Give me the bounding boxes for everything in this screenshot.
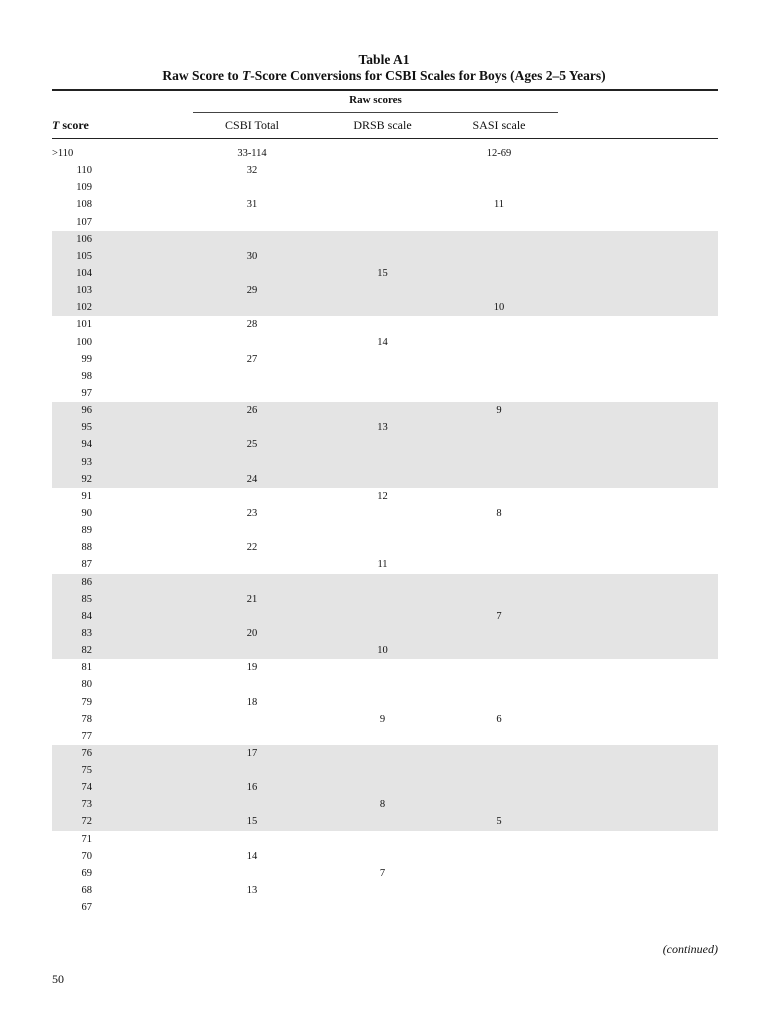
table-row — [52, 299, 718, 316]
top-rule — [52, 89, 718, 91]
table-row — [52, 505, 718, 522]
t-score-cell: 91 — [81, 490, 92, 502]
table-title — [0, 52, 768, 84]
table-row — [52, 574, 718, 591]
table-row — [52, 625, 718, 642]
table-row — [52, 659, 718, 676]
t-score-cell: 107 — [76, 216, 92, 228]
t-score-cell: 99 — [81, 353, 92, 365]
t-score-cell: 87 — [81, 559, 92, 571]
drsb-scale-cell: 11 — [377, 559, 388, 571]
csbi-total-cell: 25 — [246, 439, 258, 451]
drsb-scale-cell: 12 — [377, 490, 388, 502]
csbi-total-cell: 18 — [246, 696, 258, 708]
sasi-scale-cell: 8 — [496, 507, 502, 519]
continued-note: (continued) — [662, 942, 718, 956]
sasi-scale-cell: 11 — [493, 199, 505, 211]
group-header-raw-scores: Raw scores — [349, 94, 402, 106]
column-header-sasi-scale: SASI scale — [472, 118, 526, 132]
t-italic: T — [52, 118, 60, 132]
table-row — [52, 145, 718, 162]
table-row — [52, 608, 718, 625]
t-score-cell: 84 — [81, 610, 92, 622]
table-row — [52, 454, 718, 471]
table-row — [52, 402, 718, 419]
table-row — [52, 539, 718, 556]
t-score-cell: 100 — [76, 336, 92, 348]
table-row — [52, 214, 718, 231]
drsb-scale-cell: 7 — [379, 867, 386, 879]
table-row — [52, 728, 718, 745]
csbi-total-cell: 31 — [246, 199, 258, 211]
csbi-total-cell: 29 — [246, 285, 258, 297]
csbi-total-cell: 14 — [246, 850, 258, 862]
table-row — [52, 865, 718, 882]
table-row — [52, 591, 718, 608]
t-score-cell: 85 — [81, 593, 92, 605]
sasi-scale-cell: 6 — [496, 713, 502, 725]
sasi-scale-cell: 5 — [496, 816, 502, 828]
csbi-total-cell: 21 — [246, 593, 258, 605]
t-score-cell: 106 — [76, 233, 92, 245]
t-score-cell: 74 — [81, 782, 92, 794]
page-number: 50 — [52, 972, 64, 986]
t-score-cell: 73 — [81, 799, 92, 811]
caption-italic: T — [242, 68, 251, 83]
t-score-cell: 109 — [76, 182, 92, 194]
table-row — [52, 711, 718, 728]
table-row — [52, 282, 718, 299]
t-score-cell: 71 — [81, 833, 92, 845]
header-rule — [52, 138, 718, 139]
t-score-cell: 69 — [81, 867, 92, 879]
drsb-scale-cell: 15 — [377, 267, 388, 279]
t-score-cell: 75 — [81, 765, 92, 777]
t-score-cell: 77 — [81, 730, 92, 742]
table-body — [52, 145, 718, 916]
t-score-cell: 83 — [81, 627, 92, 639]
t-score-cell: 68 — [81, 885, 92, 897]
t-score-cell: 96 — [81, 405, 92, 417]
drsb-scale-cell: 13 — [377, 422, 388, 434]
sasi-scale-cell: 7 — [496, 610, 502, 622]
table-row — [52, 779, 718, 796]
table-row — [52, 316, 718, 333]
t-score-cell: 78 — [81, 713, 92, 725]
csbi-total-cell: 22 — [246, 542, 258, 554]
table-row — [52, 436, 718, 453]
drsb-scale-cell: 14 — [377, 336, 388, 348]
t-score-cell: 89 — [81, 525, 92, 537]
table-row — [52, 848, 718, 865]
t-score-cell: 104 — [76, 267, 92, 279]
table-row — [52, 882, 718, 899]
t-score-cell: 76 — [81, 747, 92, 759]
t-score-cell: 79 — [81, 696, 92, 708]
drsb-scale-cell: 8 — [379, 799, 386, 811]
t-score-cell: 82 — [81, 645, 92, 657]
table-row — [52, 813, 718, 830]
sasi-scale-cell: 12-69 — [486, 148, 512, 159]
t-score-cell: 95 — [81, 422, 92, 434]
csbi-total-cell: 17 — [246, 747, 258, 759]
table-row — [52, 179, 718, 196]
t-score-cell: 103 — [76, 285, 92, 297]
csbi-total-cell: 33-114 — [237, 148, 267, 159]
table-row — [52, 556, 718, 573]
drsb-scale-cell: 10 — [377, 645, 388, 657]
t-score-cell: 98 — [81, 370, 92, 382]
t-score-cell: 101 — [76, 319, 92, 331]
table-row — [52, 196, 718, 213]
table-row — [52, 745, 718, 762]
group-header-rule — [193, 112, 558, 113]
caption-prefix: Raw Score to — [162, 68, 242, 83]
t-score-cell: >110 — [52, 148, 74, 159]
table-row — [52, 694, 718, 711]
sasi-scale-cell: 10 — [493, 302, 505, 314]
t-score-cell: 97 — [81, 387, 92, 399]
t-rest: score — [59, 118, 89, 132]
t-score-cell: 81 — [81, 662, 92, 674]
t-score-cell: 110 — [76, 165, 92, 177]
table-row — [52, 334, 718, 351]
t-score-cell: 70 — [81, 850, 92, 862]
table-row — [52, 385, 718, 402]
table-row — [52, 162, 718, 179]
csbi-total-cell: 32 — [246, 165, 258, 177]
table-number: Table A1 — [358, 52, 410, 67]
column-header-drsb-scale: DRSB scale — [353, 118, 412, 132]
caption-suffix: -Score Conversions for CSBI Scales for Boys (Ages 2–5 Years) — [250, 68, 606, 83]
t-score-cell: 86 — [81, 576, 92, 588]
csbi-total-cell: 24 — [246, 473, 258, 485]
csbi-total-cell: 26 — [246, 405, 258, 417]
csbi-total-cell: 20 — [246, 627, 258, 639]
table-row — [52, 419, 718, 436]
t-score-cell: 92 — [81, 473, 92, 485]
t-score-cell: 80 — [81, 679, 92, 691]
table-row — [52, 248, 718, 265]
t-score-cell: 108 — [76, 199, 92, 211]
table-caption — [0, 68, 768, 84]
table-row — [52, 642, 718, 659]
table-row — [52, 471, 718, 488]
table-row — [52, 796, 718, 813]
table-row — [52, 488, 718, 505]
table-row — [52, 522, 718, 539]
t-score-cell: 93 — [81, 456, 92, 468]
csbi-total-cell: 30 — [246, 250, 258, 262]
table-row — [52, 831, 718, 848]
table-row — [52, 368, 718, 385]
table-row — [52, 676, 718, 693]
csbi-total-cell: 15 — [246, 816, 258, 828]
t-score-cell: 102 — [76, 302, 92, 314]
csbi-total-cell: 19 — [246, 662, 258, 674]
csbi-total-cell: 16 — [246, 782, 258, 794]
t-score-cell: 67 — [81, 902, 92, 914]
sasi-scale-cell: 9 — [496, 405, 502, 417]
csbi-total-cell: 13 — [246, 885, 258, 897]
column-header-t-score — [52, 118, 89, 133]
csbi-total-cell: 28 — [246, 319, 258, 331]
t-score-cell: 72 — [81, 816, 92, 828]
t-score-cell: 94 — [81, 439, 92, 451]
t-score-cell: 88 — [81, 542, 92, 554]
column-header-csbi-total: CSBI Total — [225, 118, 279, 132]
table-row — [52, 351, 718, 368]
table-row — [52, 899, 718, 916]
table-row — [52, 231, 718, 248]
t-score-cell: 105 — [76, 250, 92, 262]
table-row — [52, 265, 718, 282]
csbi-total-cell: 23 — [246, 507, 258, 519]
t-score-cell: 90 — [81, 507, 92, 519]
csbi-total-cell: 27 — [246, 353, 258, 365]
drsb-scale-cell: 9 — [379, 713, 386, 725]
table-row — [52, 762, 718, 779]
